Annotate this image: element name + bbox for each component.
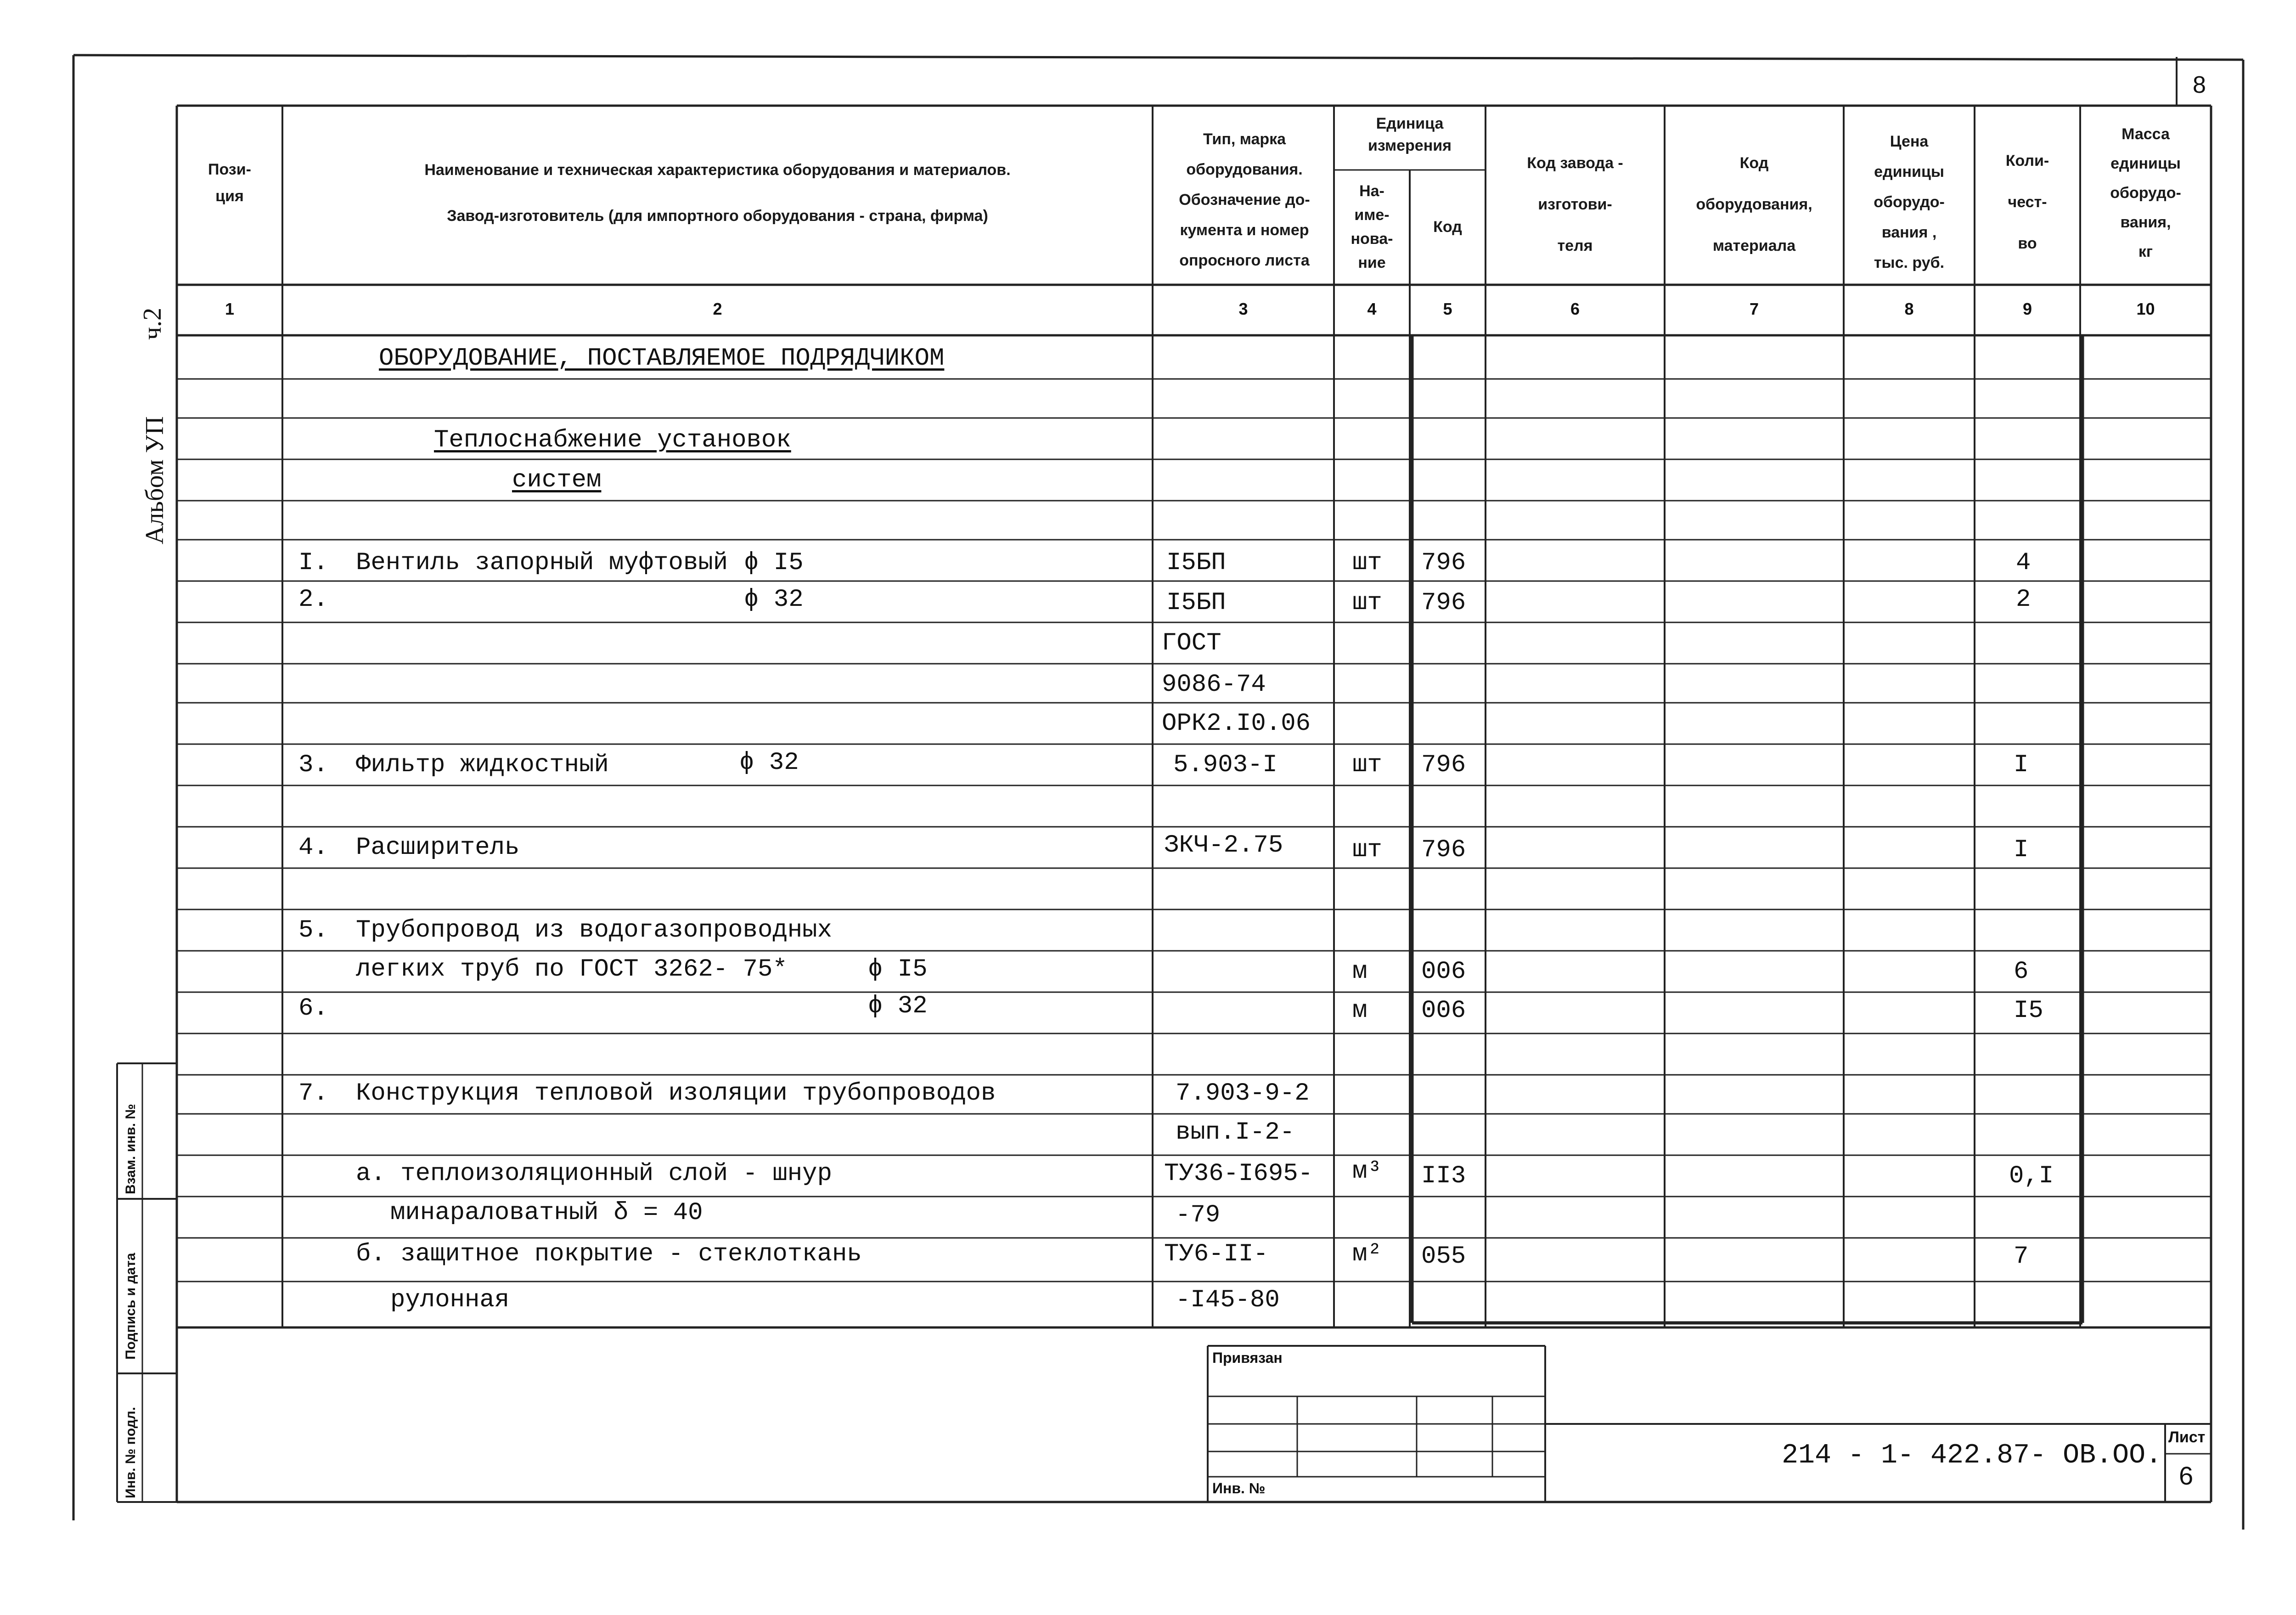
row-2-dia: ϕ 32 bbox=[744, 586, 804, 614]
row-6-no: 6. bbox=[298, 994, 328, 1022]
row-5-name: Трубопровод из водогазопроводных bbox=[356, 916, 832, 944]
row-2-type: I5БП bbox=[1166, 589, 1226, 617]
header-quantity: Коли- чест- во bbox=[2005, 152, 2049, 252]
row-6-qty: I5 bbox=[2014, 997, 2043, 1025]
col-number-2: 2 bbox=[713, 299, 722, 318]
row-4-no: 4. bbox=[298, 834, 328, 862]
row-7b-type-cont: -I45-80 bbox=[1176, 1286, 1280, 1314]
subsection-heading: Теплоснабжение установок bbox=[434, 426, 791, 454]
row-7b-unit: м² bbox=[1352, 1240, 1382, 1268]
col-number-4: 4 bbox=[1367, 299, 1377, 318]
row-5-dia: ϕ I5 bbox=[868, 955, 928, 983]
row-1-unit: шт bbox=[1352, 549, 1382, 577]
col-number-6: 6 bbox=[1570, 299, 1580, 318]
row-7b-type: ТУ6-II- bbox=[1164, 1240, 1268, 1268]
sheet-value: 6 bbox=[2179, 1461, 2194, 1490]
header-unit-name: На- име- нова- ние bbox=[1351, 182, 1393, 271]
row-3-name: Фильтр жидкостный bbox=[356, 751, 609, 779]
row-2-code: 796 bbox=[1421, 589, 1466, 617]
row-4-type: ЗКЧ-2.75 bbox=[1164, 831, 1283, 859]
row-1-qty: 4 bbox=[2016, 549, 2031, 577]
row-7-type: 7.903-9-2 bbox=[1176, 1079, 1310, 1107]
row-5-code: 006 bbox=[1421, 958, 1466, 986]
row-4-code: 796 bbox=[1421, 836, 1466, 864]
row-2-doc: ОРК2.I0.06 bbox=[1162, 710, 1311, 738]
col-number-7: 7 bbox=[1749, 299, 1759, 318]
col-number-5: 5 bbox=[1443, 299, 1452, 318]
row-7-name: Конструкция тепловой изоляции трубопроводов bbox=[356, 1079, 996, 1107]
row-2-qty: 2 bbox=[2016, 586, 2031, 614]
row-6-code: 006 bbox=[1421, 997, 1466, 1025]
col-number-9: 9 bbox=[2022, 299, 2032, 318]
sheet-label: Лист bbox=[2168, 1429, 2206, 1446]
row-7a-type: ТУ36-I695- bbox=[1164, 1160, 1313, 1188]
header-unit: Единица измерения bbox=[1368, 115, 1452, 154]
row-7a-code: II3 bbox=[1421, 1162, 1466, 1190]
subsection-heading-cont: систем bbox=[512, 466, 602, 494]
row-4-name: Расширитель bbox=[356, 834, 520, 862]
row-2-std: ГОСТ bbox=[1162, 629, 1221, 657]
row-4-unit: шт bbox=[1352, 836, 1382, 864]
header-price: Цена единицы оборудо- вания , тыс. руб. bbox=[1874, 133, 1945, 271]
row-2-std-number: 9086-74 bbox=[1162, 671, 1266, 699]
header-position: Пози- ция bbox=[208, 161, 251, 205]
row-6-dia: ϕ 32 bbox=[868, 992, 928, 1020]
original-inv-label: Инв. № подл. bbox=[123, 1406, 138, 1498]
row-7b-name: б. защитное покрытие - стеклоткань bbox=[356, 1240, 862, 1268]
top-sheet-number: 8 bbox=[2193, 72, 2206, 98]
row-7-no: 7. bbox=[298, 1079, 328, 1107]
row-7b-name-cont: рулонная bbox=[390, 1286, 510, 1314]
signature-date-label: Подпись и дата bbox=[123, 1253, 138, 1360]
row-1-dia: ϕ I5 bbox=[744, 549, 804, 577]
row-5-name-cont: легких труб по ГОСТ 3262- 75* bbox=[356, 955, 788, 983]
row-4-qty: I bbox=[2014, 836, 2029, 864]
row-1-type: I5БП bbox=[1166, 549, 1226, 577]
row-2-no: 2. bbox=[298, 586, 328, 614]
inventory-label: Инв. № bbox=[1212, 1480, 1266, 1496]
col-number-8: 8 bbox=[1904, 299, 1914, 318]
row-7-type-cont: вып.I-2- bbox=[1176, 1118, 1295, 1146]
row-7a-name: а. теплоизоляционный слой - шнур bbox=[356, 1160, 832, 1188]
row-1-code: 796 bbox=[1421, 549, 1466, 577]
col-number-3: 3 bbox=[1238, 299, 1248, 318]
row-3-dia: ϕ 32 bbox=[739, 749, 799, 777]
document-code: 214 - 1- 422.87- ОВ.ОО. bbox=[1782, 1440, 2162, 1471]
row-7b-code: 055 bbox=[1421, 1242, 1466, 1271]
row-7a-unit: м³ bbox=[1352, 1158, 1382, 1186]
row-3-qty: I bbox=[2014, 751, 2029, 779]
header-equipment-code: Код оборудования, материала bbox=[1696, 154, 1812, 254]
album-label: Альбом УП bbox=[141, 416, 169, 544]
row-6-unit: м bbox=[1352, 997, 1367, 1025]
header-unit-code: Код bbox=[1433, 218, 1462, 236]
row-5-no: 5. bbox=[298, 916, 328, 944]
row-5-unit: м bbox=[1352, 958, 1367, 986]
row-1-name: Вентиль запорный муфтовый bbox=[356, 549, 728, 577]
part-label: ч.2 bbox=[138, 307, 167, 340]
section-heading: ОБОРУДОВАНИЕ, ПОСТАВЛЯЕМОЕ ПОДРЯДЧИКОМ bbox=[379, 344, 945, 373]
col-number-10: 10 bbox=[2136, 299, 2155, 318]
row-7a-name-cont: минараловатный δ = 40 bbox=[390, 1199, 703, 1227]
header-plant-code: Код завода - изготови- теля bbox=[1527, 154, 1623, 254]
row-2-unit: шт bbox=[1352, 589, 1382, 617]
row-3-code: 796 bbox=[1421, 751, 1466, 779]
bound-label: Привязан bbox=[1212, 1350, 1283, 1366]
row-5-qty: 6 bbox=[2014, 958, 2029, 986]
row-7a-qty: 0,I bbox=[2009, 1162, 2054, 1190]
row-1-no: I. bbox=[298, 549, 328, 577]
header-type: Тип, марка оборудования. Обозначение до- кумента и номер опросного листа bbox=[1179, 130, 1310, 269]
row-3-no: 3. bbox=[298, 751, 328, 779]
row-7a-type-cont: -79 bbox=[1176, 1201, 1221, 1229]
header-mass: Масса единицы оборудо- вания, кг bbox=[2110, 125, 2181, 260]
row-3-type: 5.903-I bbox=[1173, 751, 1277, 779]
col-number-1: 1 bbox=[225, 299, 235, 318]
replaced-inv-label: Взам. инв. № bbox=[123, 1104, 138, 1194]
row-7b-qty: 7 bbox=[2014, 1242, 2029, 1271]
header-name: Наименование и техническая характеристика оборудования и материалов. Завод-изготовитель (для импортного оборудования - страна, фирма) bbox=[424, 161, 1011, 225]
row-3-unit: шт bbox=[1352, 751, 1382, 779]
